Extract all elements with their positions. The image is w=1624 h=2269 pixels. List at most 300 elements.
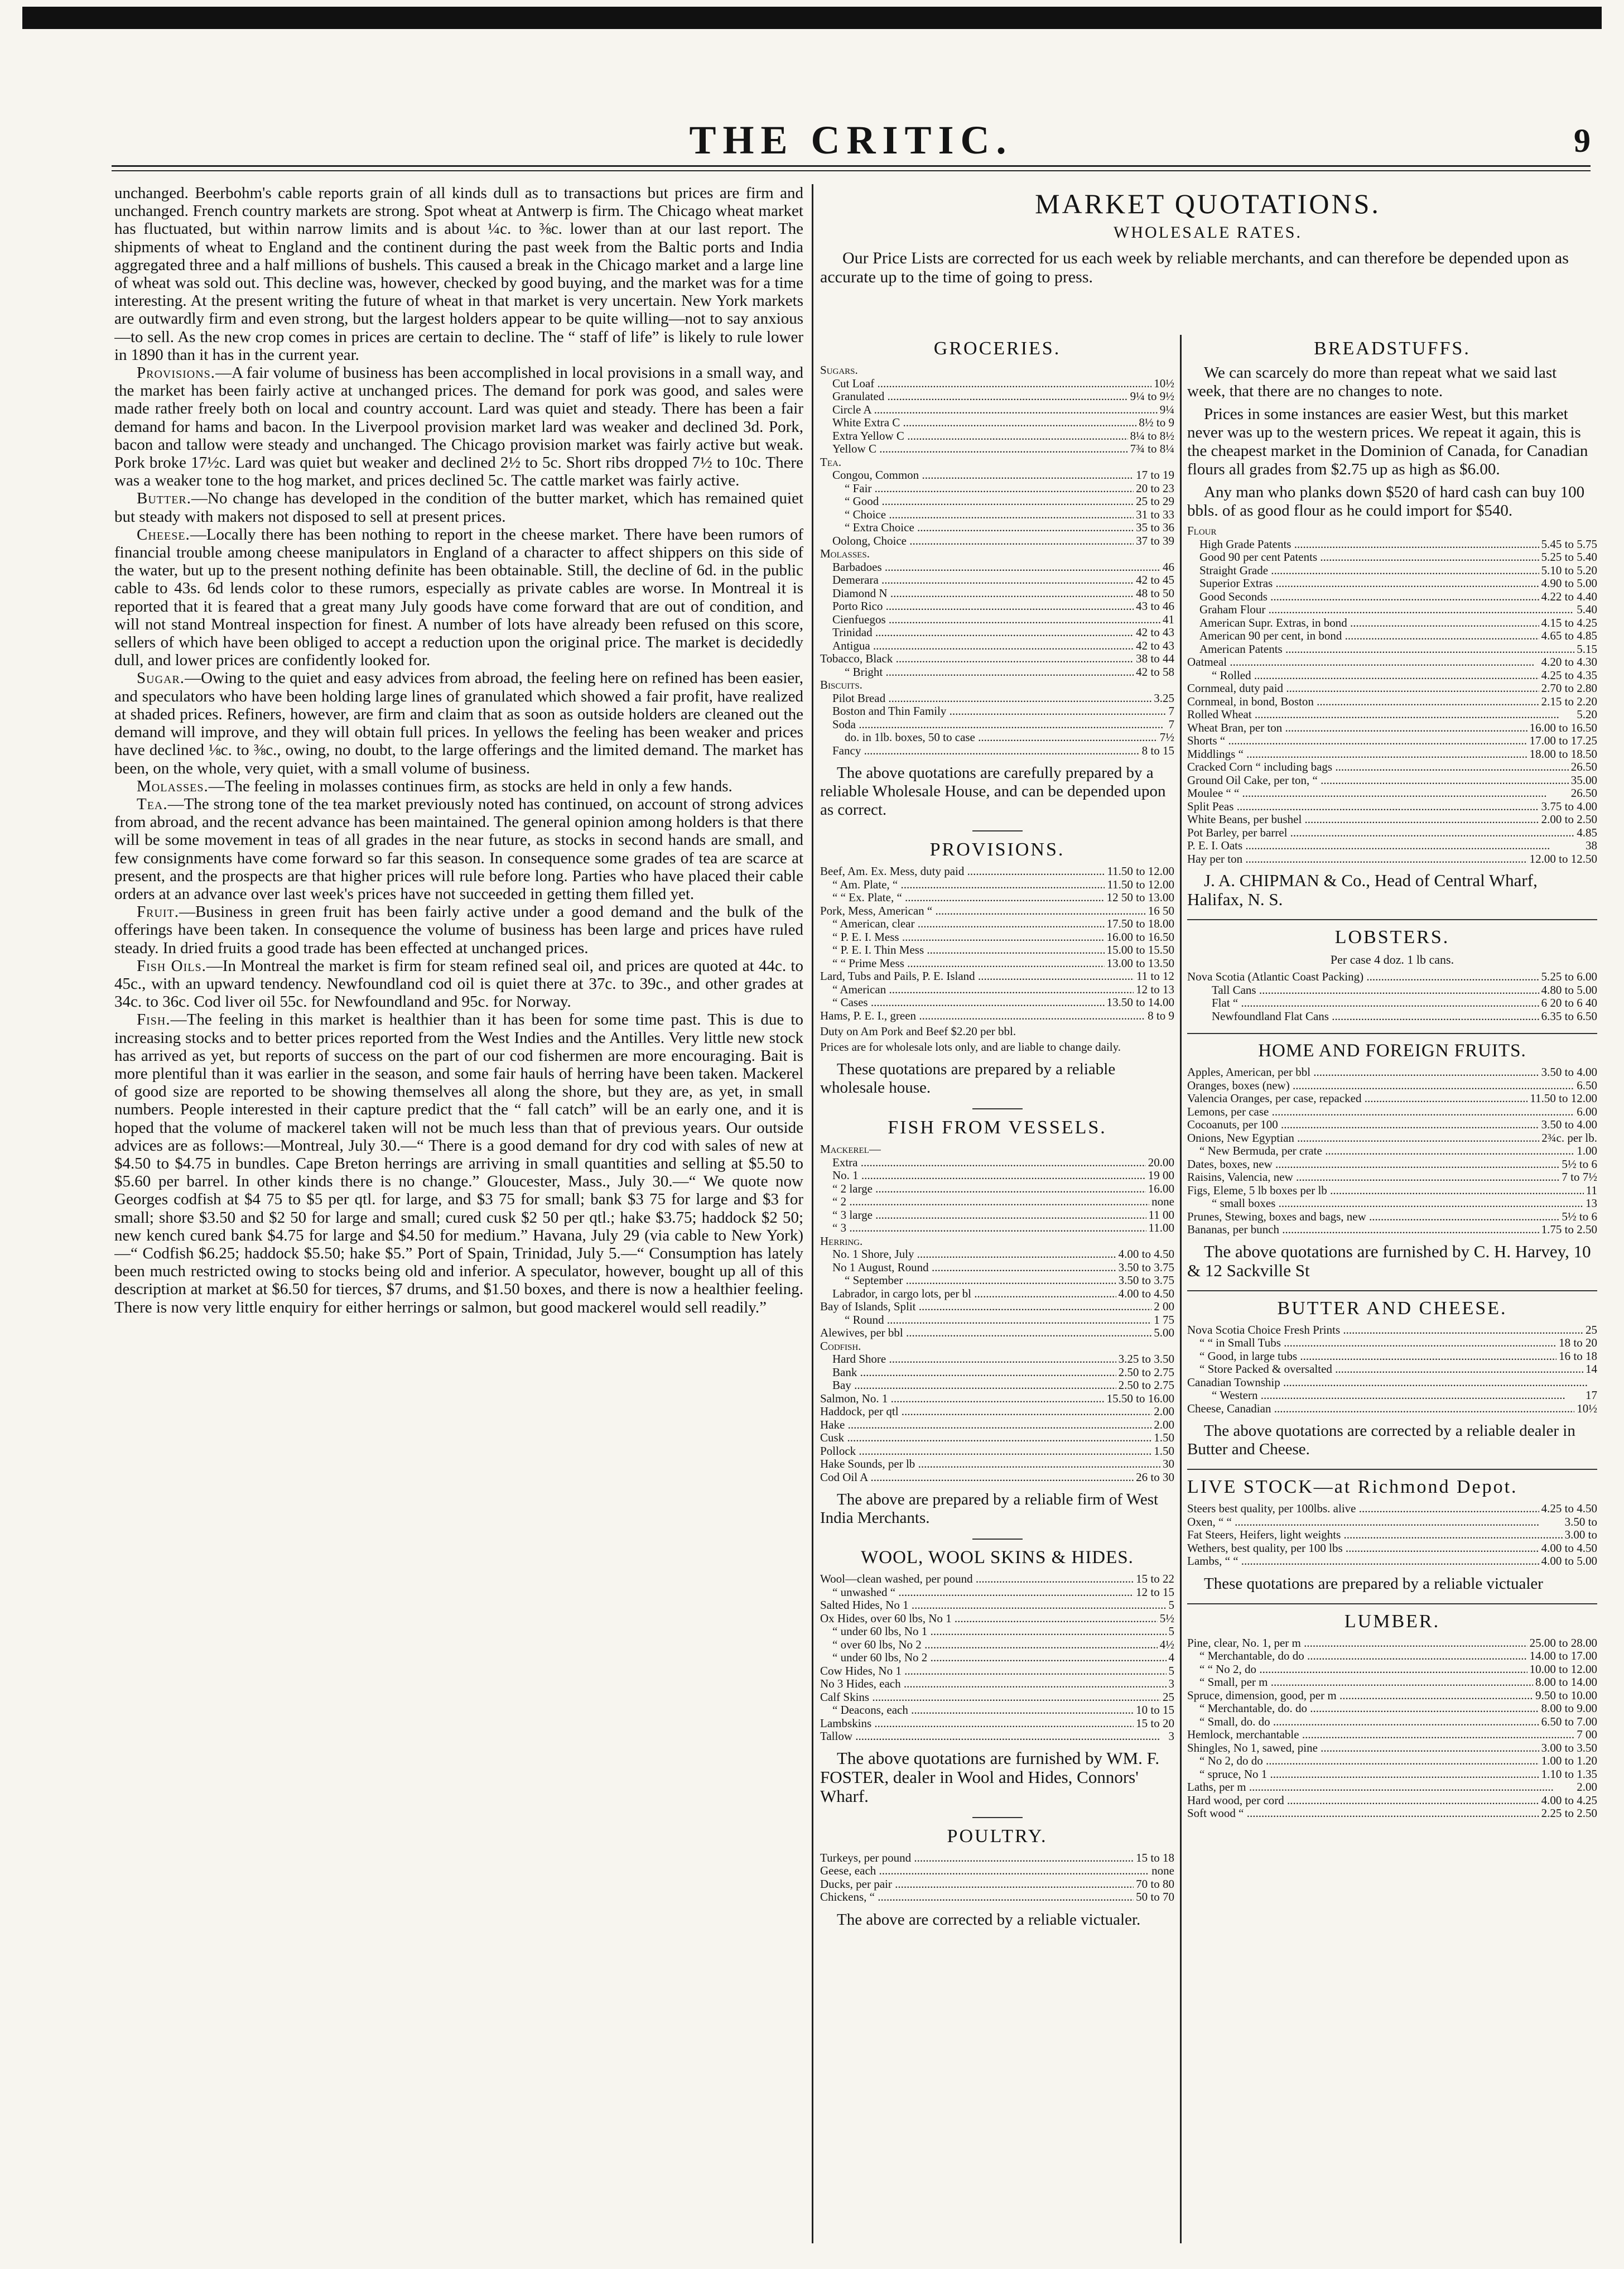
price-row bbox=[1187, 1197, 1597, 1210]
price-row bbox=[1187, 1728, 1597, 1742]
item-label: Alewives, per bbl ..... bbox=[820, 1326, 1151, 1340]
item-label: Trinidad ..... bbox=[820, 626, 1134, 640]
price-row bbox=[1187, 984, 1597, 997]
item-label: “ Good, in large tubs ..... bbox=[1187, 1350, 1556, 1363]
item-price: 46 bbox=[1163, 560, 1174, 574]
item-label: Oxen, “ “ ..... bbox=[1187, 1516, 1563, 1529]
item-label: “ 2 ..... bbox=[820, 1195, 1149, 1209]
item-price: 8.00 to 9.00 bbox=[1541, 1701, 1597, 1715]
item-price: 70 to 80 bbox=[1136, 1877, 1174, 1891]
price-row bbox=[820, 917, 1174, 931]
paragraph-run-in-heading: Fish. bbox=[137, 1011, 171, 1029]
price-row bbox=[820, 666, 1174, 679]
price-row bbox=[820, 1209, 1174, 1222]
item-price: 16 50 bbox=[1148, 903, 1174, 917]
price-row bbox=[1187, 1702, 1597, 1715]
item-price: 18 to 20 bbox=[1559, 1336, 1597, 1349]
item-price: 4 bbox=[1168, 1651, 1174, 1664]
item-price: 6 20 to 6 40 bbox=[1541, 996, 1597, 1009]
price-row bbox=[1187, 564, 1597, 578]
item-label: White Extra C ..... bbox=[820, 416, 1136, 430]
item-price: 5.15 bbox=[1577, 642, 1597, 656]
price-row bbox=[820, 970, 1174, 983]
item-label: Flat “ ..... bbox=[1187, 997, 1539, 1010]
item-price: 10½ bbox=[1577, 1401, 1597, 1415]
price-row bbox=[820, 731, 1174, 744]
price-row bbox=[1187, 761, 1597, 774]
item-price: 26 to 30 bbox=[1136, 1470, 1174, 1484]
item-label: “ Merchantable, do. do ..... bbox=[1187, 1702, 1539, 1715]
section-title: LIVE STOCK—at Richmond Depot. bbox=[1187, 1477, 1518, 1497]
price-row bbox=[820, 1704, 1174, 1717]
price-row bbox=[820, 1691, 1174, 1704]
price-row bbox=[820, 652, 1174, 666]
item-price: 38 bbox=[1586, 839, 1597, 852]
price-row bbox=[820, 443, 1174, 456]
item-label: Cusk ..... bbox=[820, 1431, 1151, 1445]
section-separator bbox=[972, 1817, 1023, 1818]
price-row bbox=[1187, 748, 1597, 761]
item-label: White Beans, per bushel ..... bbox=[1187, 813, 1539, 826]
item-price: 13.00 to 13.50 bbox=[1106, 956, 1174, 970]
item-price bbox=[1595, 1376, 1597, 1390]
price-row bbox=[820, 931, 1174, 944]
item-label: “ P. E. I. Mess ..... bbox=[820, 931, 1105, 944]
item-price: 43 to 46 bbox=[1136, 599, 1174, 613]
item-label: Newfoundland Flat Cans ..... bbox=[1187, 1010, 1539, 1023]
item-price: 12.00 to 12.50 bbox=[1529, 852, 1597, 866]
price-row bbox=[820, 1717, 1174, 1730]
item-price: 3.75 to 4.00 bbox=[1541, 799, 1597, 813]
section-note: The above are prepared by a reliable firm of West India Merchants. bbox=[820, 1491, 1159, 1527]
item-label: Shingles, No 1, sawed, pine ..... bbox=[1187, 1742, 1539, 1755]
price-row bbox=[820, 1366, 1174, 1379]
price-row bbox=[1187, 800, 1597, 814]
item-label: Hard wood, per cord ..... bbox=[1187, 1794, 1539, 1807]
newspaper-title: THE CRITIC. bbox=[689, 118, 1013, 162]
item-price: 3.25 to 3.50 bbox=[1118, 1352, 1174, 1366]
price-row bbox=[820, 1891, 1174, 1904]
section-title: LOBSTERS. bbox=[1334, 927, 1450, 948]
report-paragraph: Sugar.—Owing to the quiet and easy advices from abroad, the feeling here on refined has been easier, and speculators who have been holding large lines of granulated which showed a fair profit, have realized at shaded prices. Refiners, however, are firm and claim that as soon as outside holders are cleaned out the demand will improve, and they will obtain full prices. In yellows the feeling has been weaker and prices have declined ⅛c. to ⅜c., owing, no doubt, to the large offerings and the limited demand. The market has been, on the whole, very quiet, with a small volume of business. bbox=[114, 669, 803, 777]
price-row bbox=[820, 482, 1174, 496]
item-price: 50 to 70 bbox=[1136, 1890, 1174, 1903]
item-price: 4½ bbox=[1159, 1637, 1174, 1651]
price-row bbox=[1187, 669, 1597, 682]
masthead bbox=[112, 112, 1591, 173]
item-price: 3.25 bbox=[1154, 691, 1174, 705]
item-price: 4.80 to 5.00 bbox=[1541, 983, 1597, 997]
price-row bbox=[1187, 1105, 1597, 1119]
item-label: “ Rolled ..... bbox=[1187, 669, 1539, 682]
item-label: “ “ Prime Mess ..... bbox=[820, 957, 1105, 970]
price-row bbox=[820, 521, 1174, 535]
item-price: 5.40 bbox=[1577, 603, 1597, 616]
item-label: “ under 60 lbs, No 1 ..... bbox=[820, 1625, 1167, 1638]
item-price: 35 to 36 bbox=[1136, 521, 1174, 534]
item-label: Nova Scotia Choice Fresh Prints ..... bbox=[1187, 1324, 1583, 1337]
item-label: “ Bright ..... bbox=[820, 666, 1134, 679]
item-label: Chickens, “ ..... bbox=[820, 1891, 1134, 1904]
price-row bbox=[1187, 551, 1597, 564]
item-label: Tobacco, Black ..... bbox=[820, 652, 1134, 666]
item-price: 4.00 to 4.25 bbox=[1541, 1793, 1597, 1807]
section-separator bbox=[1187, 1469, 1597, 1470]
price-row bbox=[820, 1274, 1174, 1287]
item-label: Demerara ..... bbox=[820, 574, 1134, 587]
item-label: Oolong, Choice ..... bbox=[820, 535, 1134, 548]
wholesale-rates-subtitle: WHOLESALE RATES. bbox=[1114, 223, 1302, 242]
item-price: 3.00 to bbox=[1564, 1528, 1597, 1541]
item-label: “ Western ..... bbox=[1187, 1389, 1583, 1402]
item-label: Molasses. bbox=[820, 547, 870, 560]
market-quotations-header bbox=[820, 184, 1596, 287]
price-row bbox=[820, 1248, 1174, 1261]
item-label: Steers best quality, per 100lbs. alive ..... bbox=[1187, 1502, 1539, 1516]
item-label: Onions, New Egyptian ..... bbox=[1187, 1132, 1539, 1145]
price-row bbox=[820, 535, 1174, 548]
item-label: Codfish. bbox=[820, 1339, 861, 1353]
item-price: 8½ to 9 bbox=[1139, 416, 1174, 429]
item-price: 5.45 to 5.75 bbox=[1541, 537, 1597, 551]
item-price: 5 bbox=[1168, 1598, 1174, 1612]
item-price: 5.00 bbox=[1154, 1326, 1174, 1339]
item-price: 5 bbox=[1168, 1664, 1174, 1677]
item-label: Extra Yellow C ..... bbox=[820, 430, 1128, 443]
item-price bbox=[1172, 1235, 1174, 1248]
item-price: 19 00 bbox=[1148, 1169, 1174, 1182]
quotation-section bbox=[820, 1117, 1174, 1527]
price-row bbox=[1187, 1742, 1597, 1755]
item-price: 7½ bbox=[1159, 730, 1174, 744]
item-price: 11.00 bbox=[1148, 1221, 1174, 1234]
item-price: 20.00 bbox=[1148, 1155, 1174, 1169]
price-row bbox=[820, 1222, 1174, 1235]
price-row bbox=[1187, 853, 1597, 866]
price-row bbox=[820, 508, 1174, 522]
section-separator bbox=[972, 1539, 1023, 1540]
item-label: Split Peas ..... bbox=[1187, 800, 1539, 814]
price-row bbox=[820, 430, 1174, 443]
item-label: “ “ in Small Tubs ..... bbox=[1187, 1337, 1556, 1350]
price-row bbox=[1187, 1389, 1597, 1402]
item-label: Bay ..... bbox=[820, 1379, 1116, 1392]
masthead-rule bbox=[112, 165, 1591, 171]
item-label: “ Good ..... bbox=[820, 495, 1134, 508]
item-price: 1.00 bbox=[1577, 1144, 1597, 1157]
price-row bbox=[1187, 1650, 1597, 1663]
item-price: 2.00 bbox=[1577, 1780, 1597, 1794]
dealer-credit: The above quotations are furnished by WM. F. FOSTER, dealer in Wool and Hides, Connors' Wharf. bbox=[820, 1748, 1160, 1806]
item-label: Wethers, best quality, per 100 lbs ..... bbox=[1187, 1542, 1539, 1555]
item-label: Wool—clean washed, per pound ..... bbox=[820, 1573, 1134, 1586]
item-label: Diamond N ..... bbox=[820, 587, 1134, 600]
item-label: Superior Extras ..... bbox=[1187, 577, 1539, 590]
item-price: 17 bbox=[1586, 1388, 1597, 1402]
price-row bbox=[1187, 538, 1597, 551]
item-label: “ 2 large ..... bbox=[820, 1182, 1146, 1196]
price-row bbox=[820, 1471, 1174, 1484]
section-title: WOOL, WOOL SKINS & HIDES. bbox=[861, 1547, 1134, 1568]
item-label: Barbadoes ..... bbox=[820, 561, 1160, 574]
item-label: Salmon, No. 1 ..... bbox=[820, 1392, 1105, 1406]
item-label: Ox Hides, over 60 lbs, No 1 ..... bbox=[820, 1612, 1158, 1626]
dealer-credit: The above quotations are furnished by C. H. Harvey, 10 & 12 Sackville St bbox=[1187, 1241, 1591, 1280]
item-label: Valencia Oranges, per case, repacked ..... bbox=[1187, 1092, 1527, 1105]
item-price: 26.50 bbox=[1570, 760, 1597, 773]
price-row bbox=[820, 1852, 1174, 1865]
price-row bbox=[1187, 643, 1597, 656]
item-label: Salted Hides, No 1 ..... bbox=[820, 1599, 1167, 1612]
price-row bbox=[1187, 525, 1597, 538]
item-price: 25 to 29 bbox=[1136, 494, 1174, 508]
item-price: 2.00 to 2.50 bbox=[1541, 813, 1597, 826]
item-price: 30 bbox=[1163, 1457, 1174, 1470]
item-label: Pollock ..... bbox=[820, 1445, 1151, 1458]
item-label: Granulated ..... bbox=[820, 390, 1128, 403]
section-title: BUTTER AND CHEESE. bbox=[1277, 1297, 1507, 1319]
item-label: Tallow ..... bbox=[820, 1730, 1167, 1743]
price-row bbox=[820, 574, 1174, 587]
item-price: 11 to 12 bbox=[1136, 969, 1174, 983]
item-price: 2.25 to 2.50 bbox=[1541, 1806, 1597, 1820]
item-price: 16.00 to 16.50 bbox=[1106, 930, 1174, 944]
report-paragraph: Tea.—The strong tone of the tea market previously noted has continued, on account of strong advices from abroad, and the recent advance has been maintained. The general opinion among holders is that there will be some movement in teas of all grades in the near future, as stocks in second hands are small, and few consignments have come forward so far this season. In consequence some grades of tea are scarce at present, and the prospects are that higher prices will rule before long. Parties who have placed their cable orders at an advance over last week's prices have not succeeded in getting them filled yet. bbox=[114, 795, 803, 903]
price-row bbox=[820, 891, 1174, 905]
quotation-section bbox=[1187, 1477, 1597, 1593]
item-label: Fancy ..... bbox=[820, 744, 1140, 758]
quotation-section bbox=[820, 839, 1174, 1097]
price-row bbox=[820, 1195, 1174, 1209]
section-separator bbox=[972, 1108, 1023, 1109]
item-label: Figs, Eleme, 5 lb boxes per lb ..... bbox=[1187, 1184, 1584, 1198]
price-row bbox=[1187, 722, 1597, 735]
item-price: 25.00 to 28.00 bbox=[1529, 1636, 1597, 1650]
page-number: 9 bbox=[1574, 122, 1591, 159]
item-price: 3.50 to 3.75 bbox=[1118, 1273, 1174, 1287]
item-label: Hard Shore ..... bbox=[820, 1353, 1116, 1366]
item-label: Dates, boxes, new ..... bbox=[1187, 1158, 1559, 1171]
item-label: Turkeys, per pound ..... bbox=[820, 1852, 1134, 1865]
price-row bbox=[1187, 617, 1597, 630]
price-row bbox=[820, 865, 1174, 878]
item-label: Bank ..... bbox=[820, 1366, 1116, 1379]
item-price: 1.00 to 1.20 bbox=[1541, 1754, 1597, 1767]
price-row bbox=[1187, 1502, 1597, 1516]
price-row bbox=[820, 692, 1174, 705]
item-label: Cow Hides, No 1 ..... bbox=[820, 1665, 1167, 1678]
item-price: 3 bbox=[1168, 1677, 1174, 1690]
item-price: 14 bbox=[1586, 1362, 1597, 1376]
item-label: Pine, clear, No. 1, per m ..... bbox=[1187, 1637, 1527, 1650]
item-label: Calf Skins ..... bbox=[820, 1691, 1160, 1704]
item-price: 3.50 to bbox=[1564, 1515, 1597, 1528]
section-separator bbox=[1187, 1290, 1597, 1291]
price-row bbox=[1187, 826, 1597, 840]
price-row bbox=[1187, 656, 1597, 669]
price-row bbox=[820, 705, 1174, 718]
price-row bbox=[820, 1169, 1174, 1182]
item-label: Cracked Corn “ including bags ..... bbox=[1187, 761, 1569, 774]
item-price: 7 bbox=[1168, 704, 1174, 718]
item-label: Biscuits. bbox=[820, 679, 862, 691]
price-row bbox=[820, 1864, 1174, 1878]
item-price: 5.20 bbox=[1577, 708, 1597, 721]
item-price: 2.70 to 2.80 bbox=[1541, 681, 1597, 695]
item-price: 8¼ to 8½ bbox=[1130, 429, 1174, 443]
price-row bbox=[820, 561, 1174, 574]
report-paragraph: Butter.—No change has developed in the condition of the butter market, which has remained quiet but steady with makers not disposed to sell at present prices. bbox=[114, 489, 803, 526]
item-price: 1.75 to 2.50 bbox=[1541, 1223, 1597, 1236]
item-label: Fat Steers, Heifers, light weights ..... bbox=[1187, 1528, 1563, 1542]
item-price: 12 to 13 bbox=[1136, 982, 1174, 996]
item-price: 26.50 bbox=[1570, 786, 1597, 800]
item-price: 9¼ bbox=[1159, 402, 1174, 416]
paragraph-run-in-heading: Tea. bbox=[137, 795, 168, 813]
price-row bbox=[820, 377, 1174, 391]
price-row bbox=[1187, 997, 1597, 1010]
item-price: 3.50 to 3.75 bbox=[1118, 1260, 1174, 1274]
section-separator bbox=[1187, 1033, 1597, 1034]
item-label: Hemlock, merchantable ..... bbox=[1187, 1728, 1574, 1742]
item-label: High Grade Patents ..... bbox=[1187, 538, 1539, 551]
price-row bbox=[1187, 787, 1597, 800]
item-price: 4.20 to 4.30 bbox=[1541, 655, 1597, 669]
price-row bbox=[820, 390, 1174, 403]
item-label: Porto Rico ..... bbox=[820, 600, 1134, 613]
item-price bbox=[1172, 364, 1174, 377]
item-price: 15 to 20 bbox=[1136, 1716, 1174, 1730]
item-price: 10 to 15 bbox=[1136, 1703, 1174, 1717]
item-label: Cod Oil A ..... bbox=[820, 1471, 1134, 1484]
item-price: 14.00 to 17.00 bbox=[1529, 1649, 1597, 1662]
price-row bbox=[820, 1392, 1174, 1406]
item-label: Circle A ..... bbox=[820, 403, 1158, 417]
price-row bbox=[820, 1353, 1174, 1366]
price-row bbox=[1187, 1210, 1597, 1224]
item-price: 37 to 39 bbox=[1136, 533, 1174, 547]
section-title: BREADSTUFFS. bbox=[1314, 338, 1471, 359]
item-price: 15 to 18 bbox=[1136, 1850, 1174, 1864]
item-label: Nova Scotia (Atlantic Coast Packing) ..... bbox=[1187, 970, 1539, 984]
item-label: do. in 1lb. boxes, 50 to case ..... bbox=[820, 731, 1158, 744]
price-row bbox=[1187, 1066, 1597, 1079]
section-title: PROVISIONS. bbox=[929, 839, 1065, 860]
item-price: 7 00 bbox=[1577, 1728, 1597, 1741]
item-price: 2.15 to 2.20 bbox=[1541, 694, 1597, 708]
item-label: Yellow C ..... bbox=[820, 443, 1128, 456]
item-label: Flour bbox=[1187, 525, 1217, 537]
item-label: Lambskins ..... bbox=[820, 1717, 1134, 1730]
price-row bbox=[820, 1300, 1174, 1314]
item-label: “ Extra Choice ..... bbox=[820, 521, 1134, 535]
item-price: 5½ to 6 bbox=[1562, 1157, 1597, 1171]
item-label: “ over 60 lbs, No 2 ..... bbox=[820, 1638, 1158, 1652]
price-row bbox=[1187, 1663, 1597, 1676]
item-label: Pilot Bread ..... bbox=[820, 692, 1151, 705]
item-price: 11 00 bbox=[1148, 1208, 1174, 1222]
item-label: Hake Sounds, per lb ..... bbox=[820, 1458, 1160, 1471]
item-price: 7 bbox=[1168, 717, 1174, 731]
price-row bbox=[820, 905, 1174, 918]
item-label: “ P. E. I. Thin Mess ..... bbox=[820, 944, 1105, 957]
item-label: “ Am. Plate, “ ..... bbox=[820, 878, 1105, 892]
price-row bbox=[820, 587, 1174, 600]
item-label: Bay of Islands, Split ..... bbox=[820, 1300, 1151, 1314]
item-label: Soda ..... bbox=[820, 718, 1167, 732]
item-price: 8.00 to 14.00 bbox=[1535, 1675, 1597, 1689]
item-price: 13.50 to 14.00 bbox=[1106, 996, 1174, 1009]
item-price: 5.10 to 5.20 bbox=[1541, 563, 1597, 577]
item-price: 6.50 bbox=[1577, 1078, 1597, 1092]
item-price: 8 to 9 bbox=[1148, 1008, 1174, 1022]
item-label: Cheese, Canadian ..... bbox=[1187, 1402, 1574, 1416]
price-row bbox=[820, 626, 1174, 640]
item-price: 4.00 to 4.50 bbox=[1118, 1286, 1174, 1300]
price-row bbox=[1187, 708, 1597, 722]
item-label: “ Small, do. do ..... bbox=[1187, 1715, 1539, 1729]
item-price: 13 bbox=[1586, 1196, 1597, 1210]
quotation-section bbox=[1187, 1611, 1597, 1820]
price-row bbox=[1187, 590, 1597, 604]
item-label: “ small boxes ..... bbox=[1187, 1197, 1583, 1210]
item-label: “ spruce, No 1 ..... bbox=[1187, 1768, 1539, 1781]
item-price: 2 00 bbox=[1154, 1300, 1174, 1313]
item-price: 17.50 to 18.00 bbox=[1106, 917, 1174, 930]
item-price: 11.50 to 12.00 bbox=[1107, 864, 1174, 878]
item-price: 20 to 23 bbox=[1136, 481, 1174, 495]
item-label: Oranges, boxes (new) ..... bbox=[1187, 1079, 1574, 1093]
price-row bbox=[1187, 1516, 1597, 1529]
item-price: 1.50 bbox=[1154, 1444, 1174, 1458]
item-label: Beef, Am. Ex. Mess, duty paid ..... bbox=[820, 865, 1105, 878]
item-label: No 1 August, Round ..... bbox=[820, 1261, 1116, 1275]
item-price: 17 to 19 bbox=[1136, 468, 1174, 482]
price-row bbox=[820, 1261, 1174, 1275]
price-row bbox=[820, 1340, 1174, 1353]
item-price: 11.50 to 12.00 bbox=[1107, 877, 1174, 891]
item-label: Geese, each ..... bbox=[820, 1864, 1149, 1878]
price-row bbox=[820, 996, 1174, 1009]
item-label: Pot Barley, per barrel ..... bbox=[1187, 826, 1574, 840]
item-label: Straight Grade ..... bbox=[1187, 564, 1539, 578]
item-label: Cienfuegos ..... bbox=[820, 613, 1160, 627]
paragraph-run-in-heading: Provisions. bbox=[137, 364, 216, 382]
item-label: Extra ..... bbox=[820, 1156, 1146, 1170]
section-paragraph: We can scarcely do more than repeat what we said last week, that there are no changes to note. bbox=[1187, 364, 1557, 400]
item-price: 8 to 15 bbox=[1141, 743, 1174, 757]
item-price: 41 bbox=[1163, 612, 1174, 626]
price-row bbox=[1187, 1376, 1597, 1390]
quotation-section bbox=[1187, 1041, 1597, 1280]
item-price: 9.50 to 10.00 bbox=[1535, 1688, 1597, 1702]
price-row bbox=[820, 1326, 1174, 1340]
price-row bbox=[820, 679, 1174, 692]
item-label: Haddock, per qtl ..... bbox=[820, 1405, 1151, 1419]
price-row bbox=[820, 416, 1174, 430]
price-row bbox=[820, 1677, 1174, 1691]
item-label: “ No 2, do do ..... bbox=[1187, 1754, 1539, 1768]
item-price: 4.85 bbox=[1577, 825, 1597, 839]
report-paragraph: Fish.—The feeling in this market is healthier than it has been for some time past. This is due to increasing stocks and to better prices reported from the West Indies and the Antilles. Very little new stock has arrived as yet, but reports of success on the part of our cod fishermen are more encouraging. Bait is more plentiful than it was earlier in the season, and some fair hauls of herring have been taken. Mackerel of good size are reported to be showing themselves all along the shore, but they are, as yet, in small numbers. People interested in their capture predict that the “ fall catch” will be an early one, and it is hoped that the volume of mackerel taken will not be much less than that of previous years. Our outside advices are as follows:—Montreal, July 30.—“ There is a good demand for dry cod with sales of new at $4.50 to $4.75 in bundles. Cape Breton herrings are arriving in small quantities and selling at $5.50 to $5.60 per barrel. In other kinds there is no change.” Gloucester, Mass., July 30.—“ We quote now Georges codfish at $4 75 to $5 per qtl. for large, and $3 75 for small; bank $3 75 for large and $3 for small; shore $3.50 and $2 50 for large and small; cured cusk $2 50 per qtl.; hake $3.75; haddock $2 50; new kench cured bank $4.75 for large and $4.50 for medium.” Havana, July 29 (via cable to New York)—“ Codfish $6.25; haddock $5.50; hake $5.” Port of Spain, Trinidad, July 5.—“ Consumption has lately been much restricted owing to stocks being old and inferior. A speculator, however, bought up all of this description at market at $6.50 for tierces, $7 drums, and $1.50 boxes, and there is now a healthier feeling. There is now very little enquiry for either herrings or salmon, but good mackerel would sell readily.” bbox=[114, 1011, 803, 1316]
price-row bbox=[1187, 1637, 1597, 1650]
price-row bbox=[1187, 1010, 1597, 1023]
price-row bbox=[1187, 1781, 1597, 1794]
quotation-section bbox=[820, 338, 1174, 819]
item-label: Lard, Tubs and Pails, P. E. Island ..... bbox=[820, 970, 1134, 983]
item-price: 16 to 18 bbox=[1559, 1349, 1597, 1363]
item-label: Labrador, in cargo lots, per bl ..... bbox=[820, 1287, 1116, 1301]
